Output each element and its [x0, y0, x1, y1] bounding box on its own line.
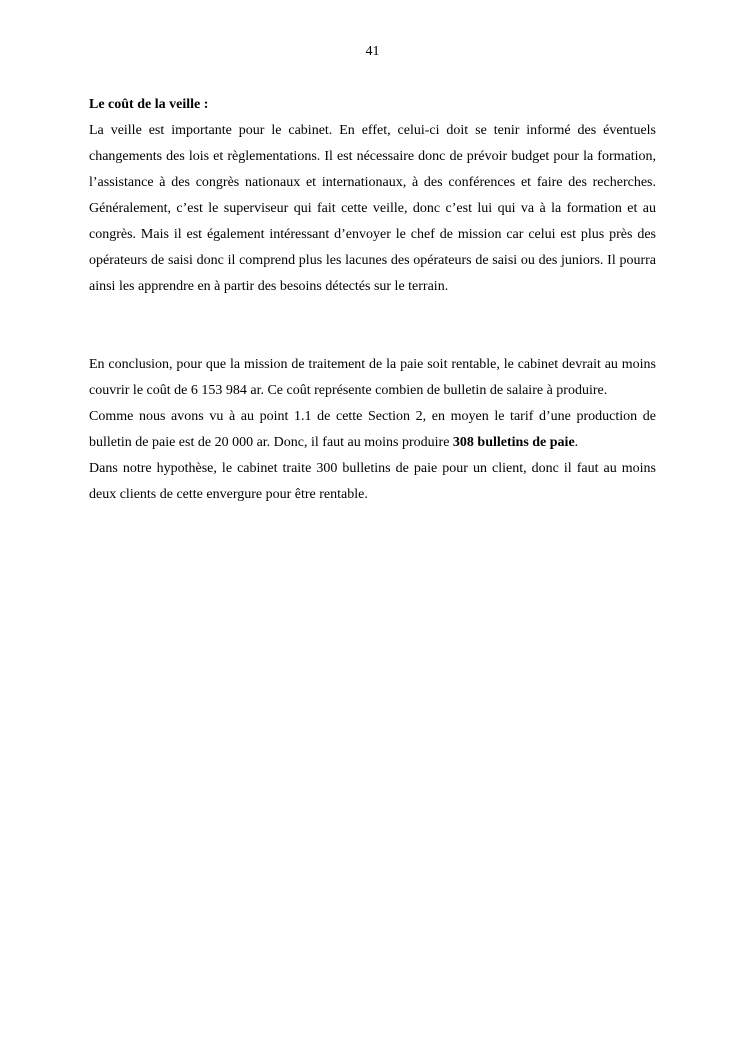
tarif-text: Comme nous avons vu à au point 1.1 de cette Section 2, en moyen le tarif d’une production de bulletin de paie est de 20 000 ar. Donc, il faut au moins produire — [89, 409, 656, 450]
tarif-text-end: . — [574, 435, 579, 450]
bulletins-count-emphasis: 308 bulletins de paie — [452, 435, 575, 450]
section-heading: Le coût de la veille : — [89, 97, 209, 112]
conclusion-paragraph: En conclusion, pour que la mission de traitement de la paie soit rentable, le cabinet devrait au moins couvrir le coût de 6 153 984 ar. Ce coût représente combien de bulletin de salaire à produire. — [89, 357, 656, 398]
page-number: 41 — [365, 44, 380, 59]
hypothesis-paragraph: Dans notre hypothèse, le cabinet traite 300 bulletins de paie pour un client, donc il faut au moins deux clients de cette envergure pour être rentable. — [89, 461, 656, 502]
veille-paragraph: La veille est importante pour le cabinet. En effet, celui-ci doit se tenir informé des éventuels changements des lois et règlementations. Il est nécessaire donc de prévoir budget pour la formation, l’assistance à des congrès nationaux et internationaux, à des conférences et faire des recherches. Généralement, c’est le superviseur qui fait cette veille, donc c’est lui qui va à la formation et au congrès. Mais il est également intéressant d’envoyer le chef de mission car celui est plus près des opérateurs de saisi donc il comprend plus les lacunes des opérateurs de saisi ou des juniors. Il pourra ainsi les apprendre en à partir des besoins détectés sur le terrain. — [89, 123, 656, 294]
tarif-paragraph — [89, 404, 656, 456]
paragraph-spacer — [89, 300, 656, 352]
page-content — [89, 92, 656, 508]
